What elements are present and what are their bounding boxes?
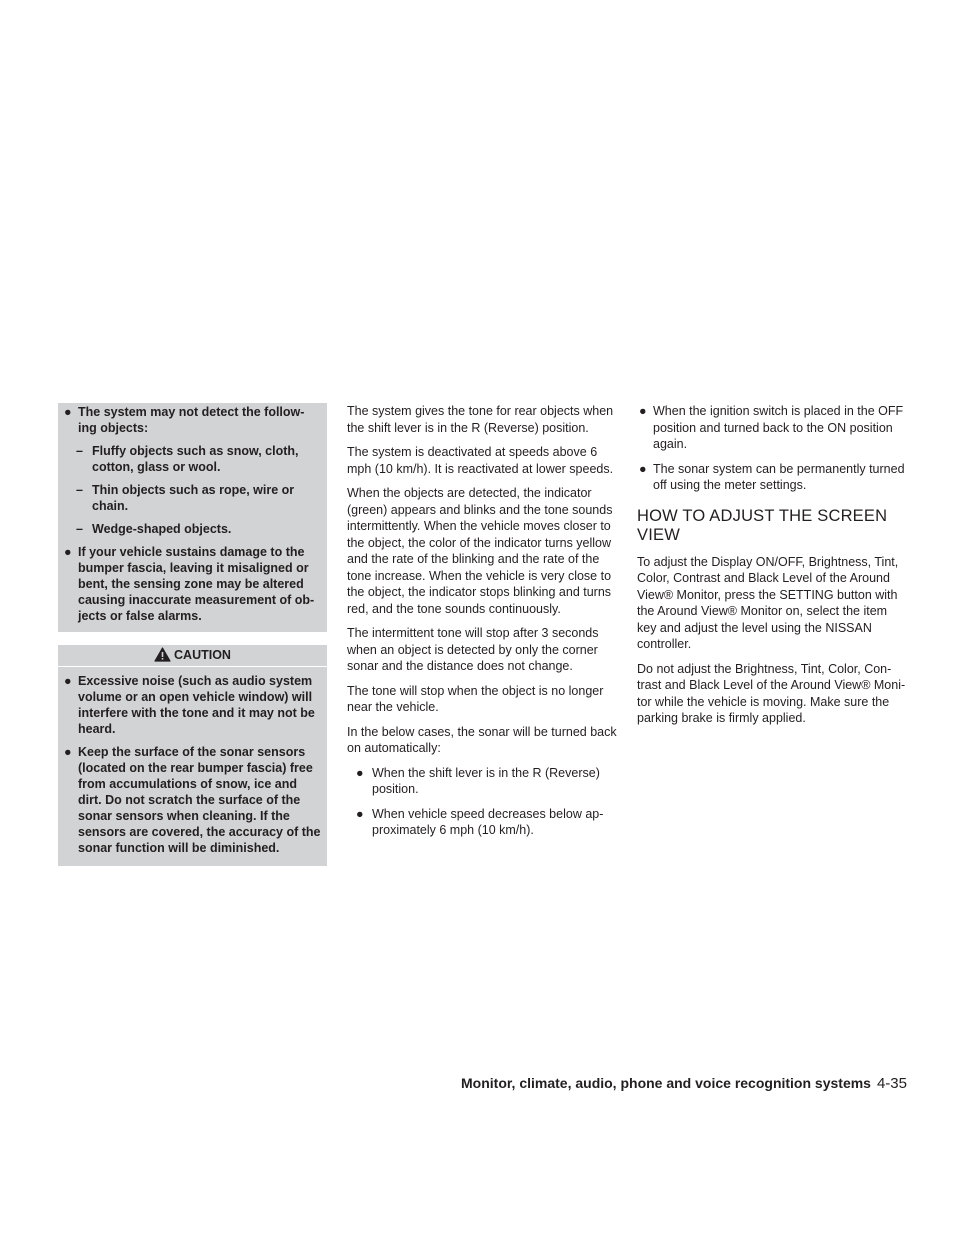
warning-item-text: If your vehicle sustains damage to the bumper fascia, leaving it misaligned or bent, the sensing zone may be altered causing inaccurate measurement of ob-jects or false alarms. [78,545,315,623]
warning-item-text: The system may not detect the follow-ing objects: [78,405,305,435]
dash-icon: – [76,444,83,458]
caution-box [58,645,327,866]
caution-heading: CAUTION [174,648,231,662]
bullet-icon: ● [639,404,647,418]
dash-icon: – [76,483,83,497]
section-heading-line: HOW TO ADJUST THE SCREEN [637,506,888,525]
auto-on-case-text: When the shift lever is in the R (Reverse) position. [372,765,600,796]
auto-on-case [347,765,617,798]
bullet-icon: ● [64,674,72,688]
body-paragraph: The tone will stop when the object is no longer near the vehicle. [347,683,604,714]
auto-on-case [637,403,907,453]
section-heading-line: VIEW [637,525,680,544]
warning-subitem [62,443,321,475]
bullet-icon: ● [64,545,72,559]
body-paragraph: The intermittent tone will stop after 3 seconds when an object is detected by only the corner sonar and the distance does not change. [347,626,599,673]
page-number: 4-35 [876,1075,907,1092]
auto-on-case [347,806,617,839]
left-column [58,403,327,866]
right-column [637,403,907,735]
warning-subitem [62,482,321,514]
section-heading [637,507,907,545]
auto-on-case-text: The sonar system can be permanently turned off using the meter settings. [653,461,905,492]
body-paragraph: The system gives the tone for rear objects when the shift lever is in the R (Reverse) position. [347,404,614,435]
dash-icon: – [76,522,83,536]
warning-item [62,544,321,624]
body-paragraph: The system is deactivated at speeds above 6 mph (10 km/h). It is reactivated at lower speeds. [347,445,614,476]
auto-on-case-text: When the ignition switch is placed in the OFF position and turned back to the ON position again. [653,404,904,451]
middle-column [347,403,617,847]
page-footer [461,1075,907,1092]
section-paragraph: Do not adjust the Brightness, Tint, Color, Con-trast and Black Level of the Around View® Moni-tor while the vehicle is moving. Make sure the parking brake is firmly applied. [637,661,906,725]
caution-header [58,645,327,667]
caution-item-text: Keep the surface of the sonar sensors (located on the rear bumper fascia) free from accumulations of snow, ice and dirt. Do not scratch the surface of the sonar sensors when cleaning. If the sensors are covered, the accuracy of the sonar function will be diminished. [78,745,321,855]
caution-item-text: Excessive noise (such as audio system volume or an open vehicle window) will interfere with the tone and it may not be heard. [78,674,315,736]
warning-subitem-text: Fluffy objects such as snow, cloth, cotton, glass or wool. [92,444,299,474]
section-paragraph: To adjust the Display ON/OFF, Brightness, Tint, Color, Contrast and Black Level of the Around View® Monitor, press the SETTING button with the Around View® Monitor on, select the item key and adjust the level using the NISSAN controller. [637,554,899,651]
bullet-icon: ● [356,765,364,780]
bullet-icon: ● [639,461,647,476]
warning-subitem-text: Wedge-shaped objects. [92,522,232,536]
body-paragraph: In the below cases, the sonar will be turned back on automatically: [347,724,617,755]
auto-on-case-text: When vehicle speed decreases below ap-proximately 6 mph (10 km/h). [372,806,604,837]
warning-subitem-text: Thin objects such as rope, wire or chain. [92,483,295,513]
footer-section-title: Monitor, climate, audio, phone and voice recognition systems [461,1075,871,1091]
caution-item [62,673,321,737]
body-paragraph: When the objects are detected, the indicator (green) appears and blinks and the tone sounds intermittently. When the vehicle moves closer to the object, the color of the indicator turns yellow and the rate of the blinking and the rate of the tone increase. When the vehicle is very close to the object, the indicator stops blinking and turns red, and the tone sounds continuously. [347,486,613,616]
warning-subitem [62,521,321,537]
warning-box [58,403,327,632]
warning-triangle-icon [154,647,171,662]
bullet-icon: ● [64,745,72,759]
bullet-icon: ● [356,806,364,821]
warning-item [62,404,321,436]
bullet-icon: ● [64,405,72,419]
caution-item [62,744,321,856]
auto-on-case [637,461,907,494]
